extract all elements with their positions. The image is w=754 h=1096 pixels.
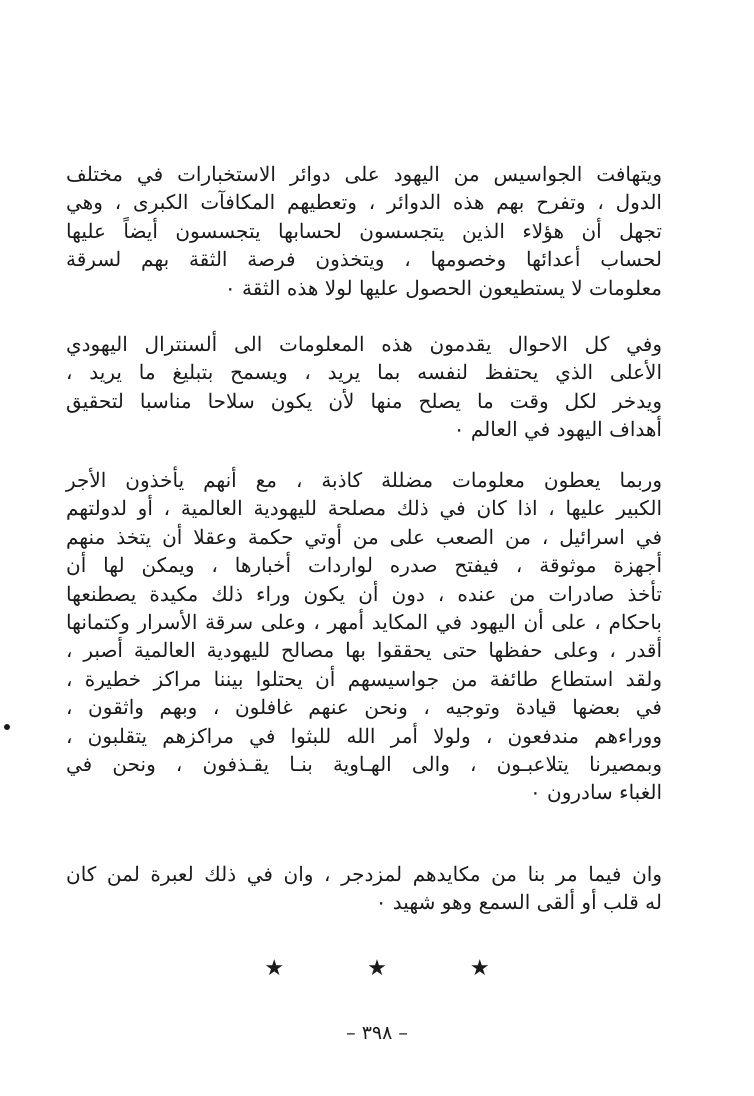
text-line: الغباء سادرون ٠ <box>529 780 662 805</box>
text-line: ويتهافت الجواسيس من اليهود على دوائر الاستخبارات في مختلف <box>66 162 662 186</box>
text-line: باحكام ، على أن اليهود في المكايد أمهر ، وعلى سرقة الأسرار وكتمانها <box>66 610 662 635</box>
text-line: الأعلى الذي يحتفظ لنفسه بما يريد ، ويسمح بتبليغ ما يريد ، <box>66 360 662 385</box>
paragraph-2 <box>66 330 662 444</box>
page-number: – ٣٩٨ – <box>346 1022 408 1044</box>
text-line: في اسرائيل ، من الصعب على من أوتي حكمة وعقلا أن يتخذ منهم <box>66 524 662 549</box>
paragraph-4 <box>66 860 662 917</box>
text-line: وربما يعطون معلومات مضللة كاذبة ، مع أنهم يأخذون الأجر <box>66 468 662 492</box>
text-line: وفي كل الاحوال يقدمون هذه المعلومات الى ألسنترال اليهودي <box>66 332 662 356</box>
text-line: لحساب أعدائها وخصومها ، ويتخذون فرصة الثقة بهم لسرقة <box>66 247 662 272</box>
text-line: له قلب أو ألقى السمع وهو شهيد ٠ <box>375 890 662 915</box>
text-line: تأخذ صادرات من عنده ، دون أن يكون وراء ذلك مكيدة يصطنعها <box>66 581 662 606</box>
text-line: ويدخر لكل وقت ما يصلح منها لأن يكون سلاحا مناسبا لتحقيق <box>66 388 662 413</box>
text-line: أجهزة موثوقة ، فيفتح صدره لواردات أخبارها ، ويمكن لها أن <box>66 553 662 578</box>
text-line: معلومات لا يستطيعون الحصول عليها لولا هذه الثقة ٠ <box>224 275 662 300</box>
paragraph-3 <box>66 466 662 807</box>
text-line: وبمصيرنا يتلاعبـون ، والى الهـاوية بنـا يقـذفون ، ونحن في <box>66 752 662 777</box>
text-line: ووراءهم مندفعون ، ولولا أمر الله للبثوا في مراكزهم يتقلبون ، <box>66 723 662 748</box>
text-line: أهداف اليهود في العالم ٠ <box>453 417 662 442</box>
text-line: أقدر ، وعلى حفظها حتى يحققوا بها مصالح لليهودية العالمية أصبر ، <box>66 638 662 663</box>
text-line: ولقد استطاع طائفة من جواسيسهم أن يحتلوا بيننا مراكز خطيرة ، <box>66 666 662 691</box>
paragraph-1 <box>66 160 662 302</box>
text-line: تجهل أن هؤلاء الذين يتجسسون لحسابها يتجسسون أيضاً عليها <box>66 218 662 243</box>
text-line: الكبير عليها ، اذا كان في ذلك مصلحة لليهودية العالمية ، أو لدولتهم <box>66 496 662 521</box>
section-separator-stars: ★ ★ ★ <box>264 956 528 981</box>
text-line: وان فيما مر بنا من مكايدهم لمزدجر ، وان في ذلك لعبرة لمن كان <box>66 862 662 886</box>
text-line: في بعضها قيادة وتوجيه ، ونحن عنهم غافلون ، وبهم واثقون ، <box>66 695 662 720</box>
text-line: الدول ، وتفرح بهم هذه الدوائر ، وتعطيهم المكافآت الكبرى ، وهي <box>66 190 662 215</box>
margin-dot <box>4 724 10 730</box>
